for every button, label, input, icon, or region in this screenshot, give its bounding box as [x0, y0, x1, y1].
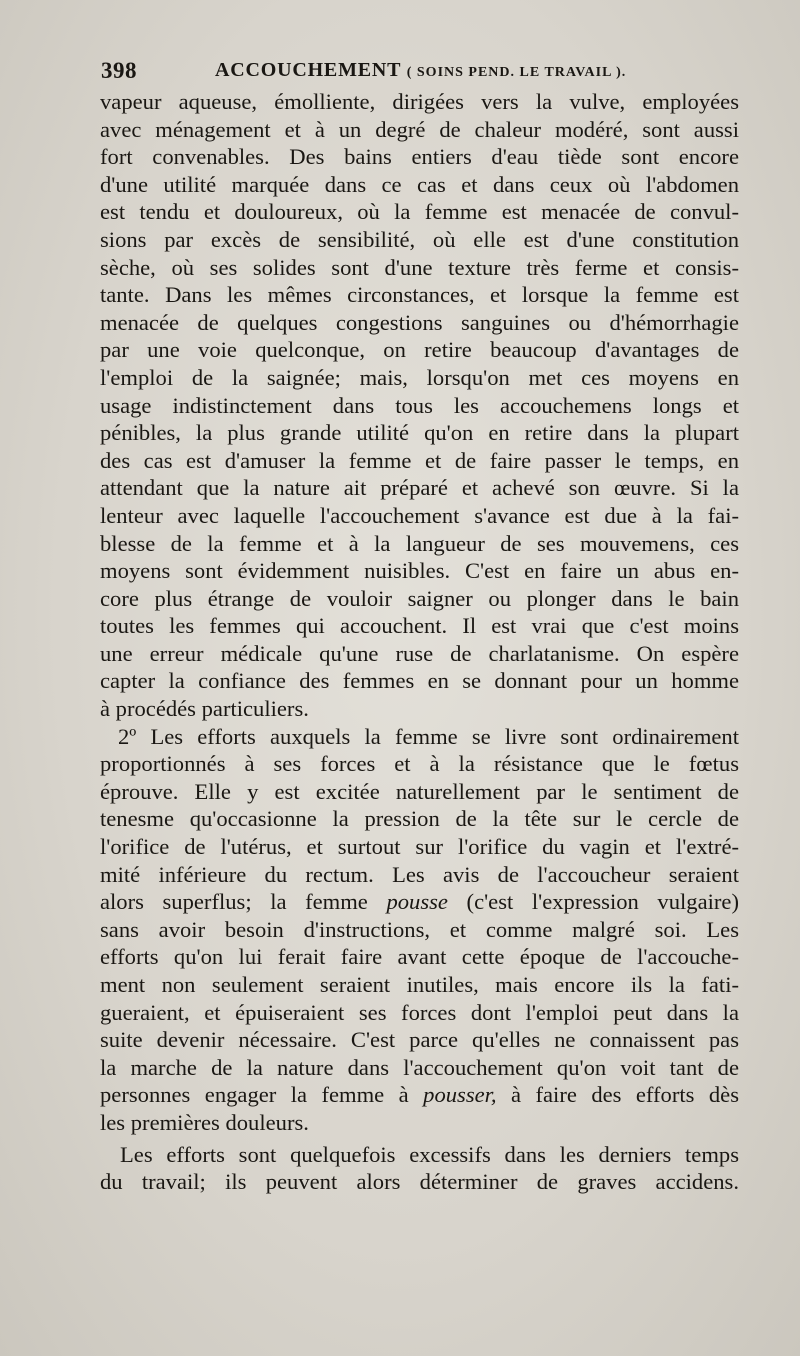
- text-line: pénibles, la plus grande utilité qu'on en retire dans la plupart: [100, 420, 739, 446]
- italic-word: pousser,: [423, 1082, 497, 1108]
- running-head: [215, 59, 626, 82]
- text-line: proportionnés à ses forces et à la résistance que le fœtus: [100, 751, 739, 777]
- text-line: des cas est d'amuser la femme et de faire passer le temps, en: [100, 447, 739, 473]
- running-head-main: ACCOUCHEMENT: [215, 59, 401, 81]
- text-line: du travail; ils peuvent alors déterminer de graves accidens.: [100, 1169, 739, 1195]
- text-line: fort convenables. Des bains entiers d'eau tiède sont encore: [100, 144, 739, 170]
- text-line: usage indistinctement dans tous les accouchemens longs et: [100, 392, 739, 418]
- text-line: 2º Les efforts auxquels la femme se livre sont ordinairement: [118, 723, 739, 749]
- text-line: l'emploi de la saignée; mais, lorsqu'on met ces moyens en: [100, 364, 739, 390]
- text-segment: alors superflus; la femme: [100, 889, 368, 915]
- text-line: éprouve. Elle y est excitée naturellement par le sentiment de: [100, 778, 739, 804]
- text-line: mité inférieure du rectum. Les avis de l'accoucheur seraient: [100, 861, 739, 887]
- text-line: toutes les femmes qui accouchent. Il est vrai que c'est moins: [100, 613, 739, 639]
- text-line-with-italic: [100, 888, 739, 916]
- text-line: core plus étrange de vouloir saigner ou plonger dans le bain: [100, 585, 739, 611]
- text-line: gueraient, et épuiseraient ses forces dont l'emploi peut dans la: [100, 999, 739, 1025]
- text-line: les premières douleurs.: [100, 1109, 309, 1135]
- paragraph-2: [100, 723, 739, 1137]
- text-line: blesse de la femme et à la langueur de ses mouvemens, ces: [100, 530, 739, 556]
- text-line: la marche de la nature dans l'accouchement qu'on voit tant de: [100, 1054, 739, 1080]
- italic-word: pousse: [386, 889, 448, 915]
- text-line: Les efforts sont quelquefois excessifs dans les derniers temps: [120, 1141, 739, 1167]
- text-line: sans avoir besoin d'instructions, et comme malgré soi. Les: [100, 916, 739, 942]
- paragraph-1: [100, 88, 739, 723]
- text-line: suite devenir nécessaire. C'est parce qu'elles ne connaissent pas: [100, 1027, 739, 1053]
- text-line: ment non seulement seraient inutiles, mais encore ils la fati-: [100, 972, 739, 997]
- text-line: sions par excès de sensibilité, où elle est d'une constitution: [100, 226, 739, 252]
- text-line: tante. Dans les mêmes circonstances, et lorsque la femme est: [100, 282, 739, 308]
- text-line: attendant que la nature ait préparé et achevé son œuvre. Si la: [100, 475, 739, 501]
- text-line: vapeur aqueuse, émolliente, dirigées vers la vulve, employées: [100, 89, 739, 114]
- running-head-sub: ( SOINS PEND. LE TRAVAIL ).: [406, 65, 627, 80]
- text-line: l'orifice de l'utérus, et surtout sur l'orifice du vagin et l'extré-: [100, 834, 739, 860]
- text-line: par une voie quelconque, on retire beaucoup d'avantages de: [100, 337, 739, 363]
- page-number: 398: [101, 58, 137, 83]
- text-line: avec ménagement et à un degré de chaleur modéré, sont aussi: [100, 116, 739, 142]
- text-line: sèche, où ses solides sont d'une texture très ferme et consis-: [100, 254, 739, 280]
- text-line: lenteur avec laquelle l'accouchement s'avance est due à la fai-: [100, 502, 739, 528]
- text-line: capter la confiance des femmes en se donnant pour un homme: [100, 668, 739, 694]
- paragraph-3: [100, 1141, 739, 1196]
- text-line: menacée de quelques congestions sanguines ou d'hémorrhagie: [100, 309, 739, 335]
- page-header: [101, 58, 741, 88]
- body-text: [100, 88, 739, 1196]
- text-line: tenesme qu'occasionne la pression de la tête sur le cercle de: [100, 806, 739, 832]
- text-line: moyens sont évidemment nuisibles. C'est en faire un abus en-: [100, 558, 739, 584]
- text-segment: personnes engager la femme à: [100, 1082, 409, 1108]
- text-line: efforts qu'on lui ferait faire avant cette époque de l'accouche-: [100, 944, 739, 970]
- text-line: d'une utilité marquée dans ce cas et dans ceux où l'abdomen: [100, 171, 739, 197]
- text-segment: (c'est l'expression vulgaire): [447, 889, 739, 915]
- text-line: à procédés particuliers.: [100, 696, 309, 722]
- text-segment: à faire des efforts dès: [496, 1082, 740, 1108]
- text-line: est tendu et douloureux, où la femme est menacée de convul-: [100, 199, 739, 225]
- text-line-with-italic: [100, 1081, 739, 1109]
- text-line: une erreur médicale qu'une ruse de charlatanisme. On espère: [100, 640, 739, 666]
